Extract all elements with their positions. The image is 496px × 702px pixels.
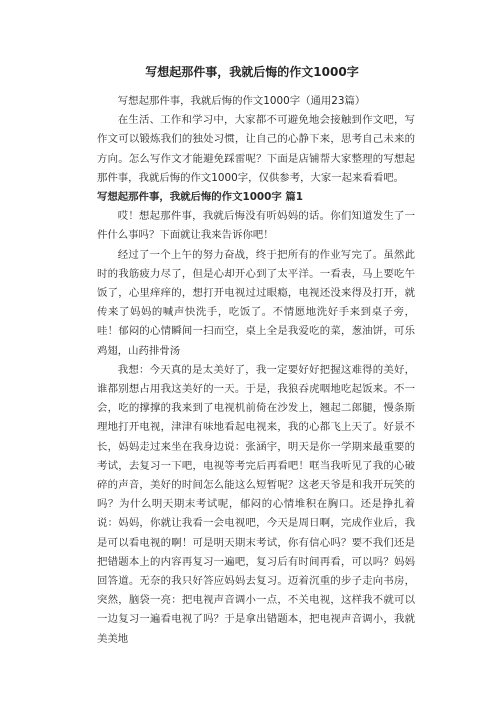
section-heading: 写想起那件事，我就后悔的作文1000字 篇1 [97,191,304,204]
paragraph: 在生活、工作和学习中，大家都不可避免地会接触到作文吧，写作文可以锻炼我们的独处习惯，让自己的心静下来，思考自己未来的方向。怎么写作文才能避免踩雷呢？下面是店铺帮大家整理的写想起那件事，我就后悔的作文1000字，仅供参考，大家一起来看看吧。 [97,114,415,184]
document-page [97,0,415,702]
paragraph: 经过了一个上午的努力奋战，终于把所有的作业写完了。虽然此时的我筋疲力尽了，但是心却开心到了太平洋。一看表，马上要吃午饭了，心里痒痒的，想打开电视过过眼瘾，电视还没来得及打开，就传来了妈妈的喊声快洗手，吃饭了。不情愿地洗好手来到桌子旁，哇！郁闷的心情瞬间一扫而空，桌上全是我爱吃的菜，葱油饼，可乐鸡翅，山药排骨汤 [97,248,415,357]
document-body [97,92,415,649]
paragraph: 我想：今天真的是太美好了，我一定要好好把握这难得的美好，谁都别想占用我这美好的一天。于是，我狼吞虎咽地吃起饭来。不一会，吃的撑撑的我来到了电视机前倚在沙发上，翘起二郎腿，慢条斯理地打开电视，津津有味地看起电视来，我的心都飞上天了。好景不长，妈妈走过来坐在我身边说：张涵宇，明天是你一学期来最重要的考试，去复习一下吧，电视等考完后再看吧！哐当我听见了我的心破碎的声音，美好的时间怎么能这么短暂呢？这老天爷是和我开玩笑的吗？为什么明天期末考试呢，郁闷的心情堆积在胸口。还是挣扎着说：妈妈，你就让我看一会电视吧，今天是周日啊，完成作业后，我是可以看电视的啊！可是明天期末考试，你有信心吗？要不我们还是把错题本上的内容再复习一遍吧，复习后有时间再看，可以吗？妈妈回答道。无奈的我只好答应妈妈去复习。迈着沉重的步子走向书房，突然，脑袋一亮：把电视声音调小一点，不关电视，这样我不就可以一边复习一遍看电视了吗？于是拿出错题本，把电视声音调小，我就美美地 [97,363,415,645]
paragraph: 哎！想起那件事，我就后悔没有听妈妈的话。你们知道发生了一件什么事吗？下面就让我来告诉你吧！ [97,210,415,242]
page-title: 写想起那件事，我就后悔的作文1000字 [145,65,359,79]
paragraph: 写想起那件事，我就后悔的作文1000字（通用23篇） [117,95,366,107]
